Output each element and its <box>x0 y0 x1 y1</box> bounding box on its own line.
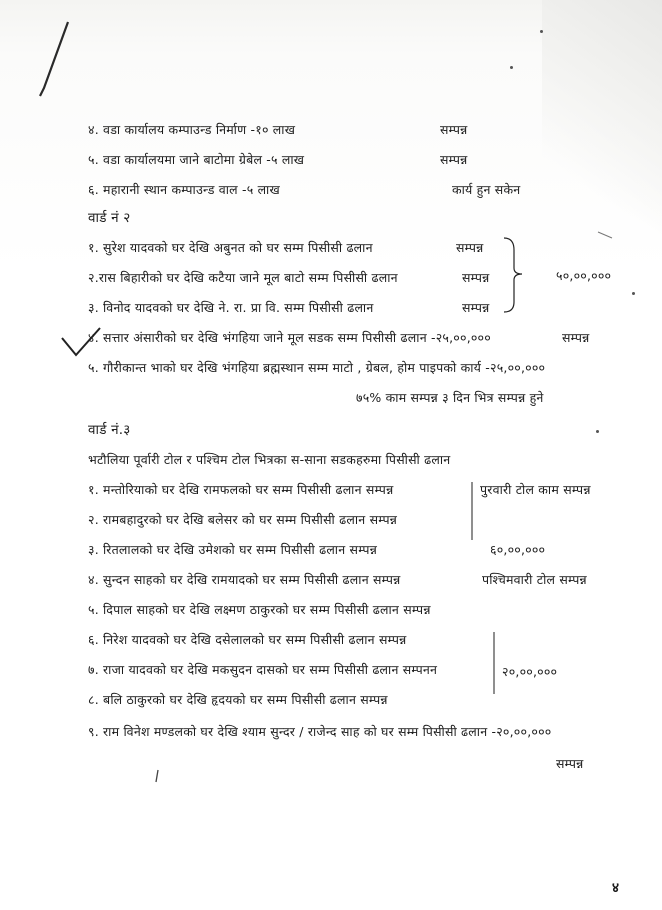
ward3-east-note: पुरवारी टोल काम सम्पन्न <box>480 482 591 497</box>
ward2-item-4-status: सम्पन्न <box>562 330 590 345</box>
ward2-item-5-note: ७५% काम सम्पन्न ३ दिन भित्र सम्पन्न हुने <box>356 390 544 405</box>
speck <box>596 430 599 433</box>
brace-ward2 <box>504 238 522 312</box>
ward3-west-note: पश्चिमवारी टोल सम्पन्न <box>482 572 587 587</box>
ward1-item-4-status: सम्पन्न <box>440 122 468 137</box>
ward3-item-5: ५. दिपाल साहको घर देखि लक्ष्मण ठाकुरको घर सम्म पिसीसी ढलान सम्पन्न <box>88 602 431 617</box>
ward3-item-9-status: सम्पन्न <box>556 756 584 771</box>
ward1-item-6: ६. महारानी स्थान कम्पाउन्ड वाल -५ लाख <box>88 182 280 197</box>
ward1-item-4: ४. वडा कार्यालय कम्पाउन्ड निर्माण -१० लाख <box>88 122 296 137</box>
ward2-item-3-status: सम्पन्न <box>462 300 490 315</box>
ward2-item-2-status: सम्पन्न <box>462 270 490 285</box>
ward3-amount-a: ६०,००,००० <box>490 542 546 557</box>
ward2-item-4: ४. सत्तार अंसारीको घर देखि भंगहिया जाने मूल सडक सम्म पिसीसी ढलान -२५,००,००० <box>88 330 491 345</box>
ward1-item-5: ५. वडा कार्यालयमा जाने बाटोमा ग्रेबेल -५ लाख <box>88 152 305 167</box>
ward3-item-9: ९. राम विनेश मण्डलको घर देखि श्याम सुन्दर / राजेन्द साह को घर सम्म पिसीसी ढलान -२०,००,००० <box>88 724 552 739</box>
ward3-item-7: ७. राजा यादवको घर देखि मकसुदन दासको घर सम्म पिसीसी ढलान सम्पनन <box>88 662 438 677</box>
scribble-mark <box>598 232 612 238</box>
ward3-item-1: १. मन्तोरियाको घर देखि रामफलको घर सम्म पिसीसी ढलान सम्पन्न <box>88 482 394 497</box>
ward2-heading: वार्ड नं २ <box>88 210 131 226</box>
ward3-item-6: ६. निरेश यादवको घर देखि दसेलालको घर सम्म पिसीसी ढलान सम्पन्न <box>88 632 407 647</box>
fold-mark-line <box>40 22 68 96</box>
ward3-item-3: ३. रितलालको घर देखि उमेशको घर सम्म पिसीसी ढलान सम्पन्न <box>88 542 378 557</box>
ward2-item-2: २.रास बिहारीको घर देखि कटैया जाने मूल बाटो सम्म पिसीसी ढलान <box>88 270 398 285</box>
ward3-item-8: ८. बलि ठाकुरको घर देखि हृदयको घर सम्म पिसीसी ढलान सम्पन्न <box>88 692 388 707</box>
pen-stroke <box>156 770 158 782</box>
ward2-item-5: ५. गौरीकान्त भाको घर देखि भंगहिया ब्रह्मस्थान सम्म माटो , ग्रेबल, होम पाइपको कार्य -२५,००,००० <box>88 360 546 375</box>
ward1-item-5-status: सम्पन्न <box>440 152 468 167</box>
page-number: ४ <box>612 880 620 896</box>
ward2-item-3: ३. विनोद यादवको घर देखि ने. रा. प्रा वि. सम्म पिसीसी ढलान <box>88 300 374 315</box>
ward2-item-1-status: सम्पन्न <box>456 240 484 255</box>
ward1-item-6-status: कार्य हुन सकेन <box>452 182 521 197</box>
speck <box>632 292 635 295</box>
ward3-intro: भटौलिया पूर्वारी टोल र पश्चिम टोल भित्रका स-साना सडकहरुमा पिसीसी ढलान <box>88 452 451 467</box>
ward3-amount-b: २०,००,००० <box>502 664 558 679</box>
ward3-item-2: २. रामबहादुरको घर देखि बलेसर को घर सम्म पिसीसी ढलान सम्पन्न <box>88 512 398 527</box>
ward2-item-1: १. सुरेश यादवको घर देखि अबुनत को घर सम्म पिसीसी ढलान <box>88 240 373 255</box>
ward3-item-4: ४. सुन्दन साहको घर देखि रामयादको घर सम्म पिसीसी ढलान सम्पन्न <box>88 572 401 587</box>
ward3-heading: वार्ड नं.३ <box>88 422 131 438</box>
ward2-group-amount: ५०,००,००० <box>556 268 612 283</box>
speck <box>510 66 513 69</box>
speck <box>540 30 543 33</box>
